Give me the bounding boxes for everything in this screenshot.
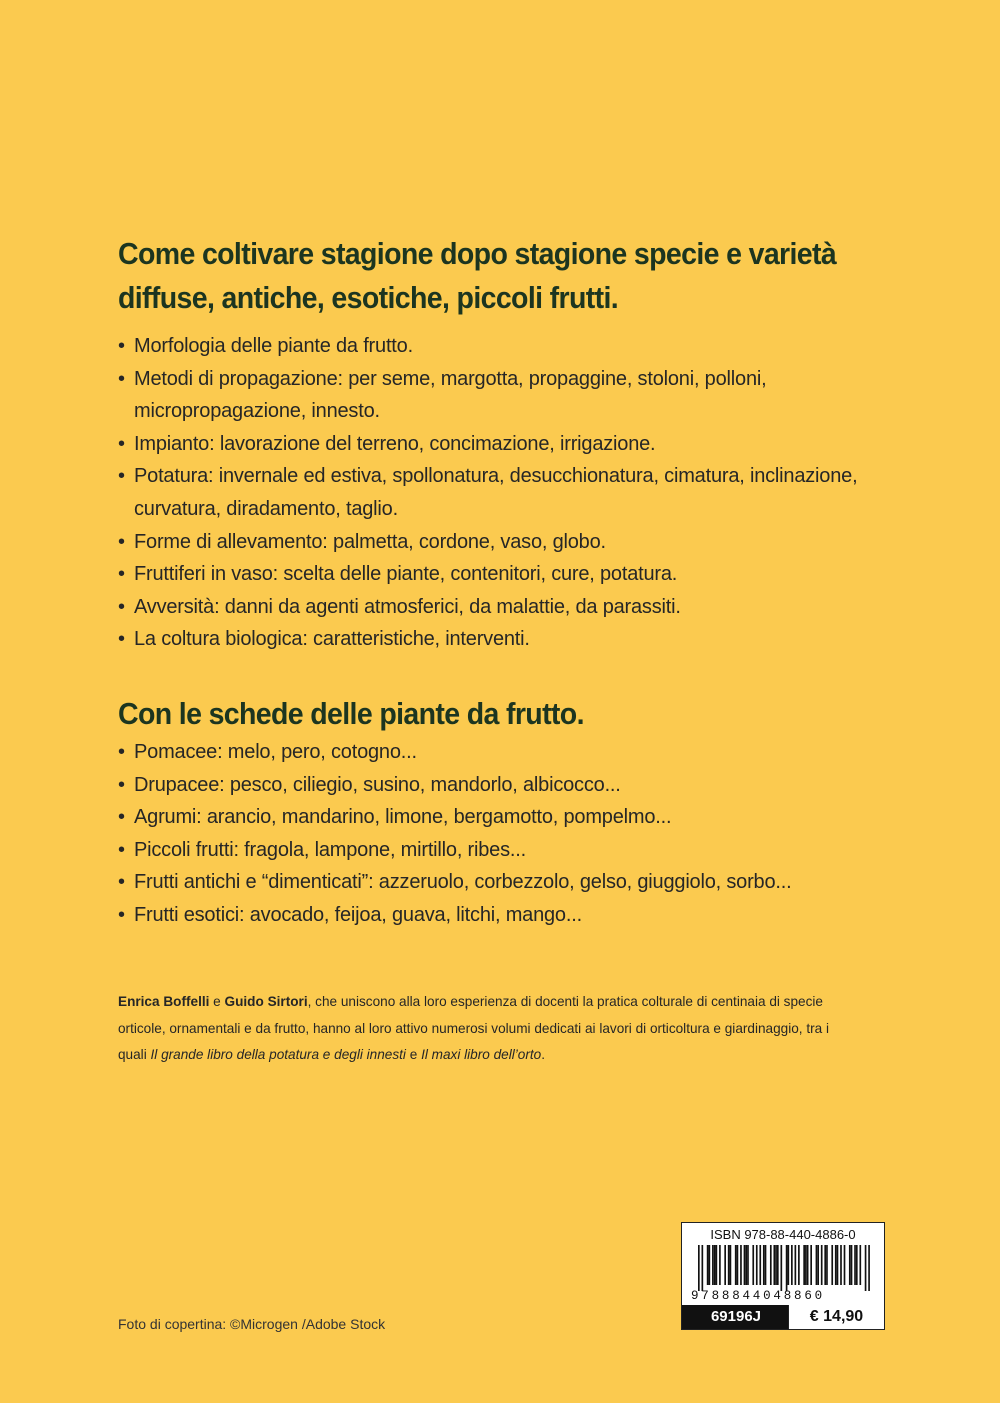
list-item: • Frutti esotici: avocado, feijoa, guava, litchi, mango... [118,899,878,932]
barcode-bar [868,1245,870,1291]
barcode-bar [747,1245,749,1285]
barcode-bar [817,1245,819,1285]
barcode-bar [737,1245,739,1285]
barcode-bar [803,1245,805,1285]
barcode-bar [780,1245,782,1291]
book-title: Il grande libro della potatura e degli innesti [150,1047,406,1062]
price-label: € 14,90 [788,1305,884,1329]
barcode-bar [728,1245,730,1285]
list-item: • Impianto: lavorazione del terreno, concimazione, irrigazione. [118,428,878,461]
list-item: • Morfologia delle piante da frutto. [118,330,878,363]
barcode-bar [807,1245,809,1285]
book-title: Il maxi libro dell’orto [421,1047,542,1062]
barcode-bar [698,1245,700,1291]
barcode-bar [805,1245,807,1285]
fruit-sheets-list [118,736,878,932]
main-heading: Come coltivare stagione dopo stagione specie e varietà diffuse, antiche, esotiche, piccoli frutti. [118,236,837,315]
barcode-bar [763,1245,765,1285]
barcode-bar [795,1245,797,1285]
author-bio [118,989,838,1069]
barcode-bar [756,1245,758,1285]
bio-text: , che uniscono alla loro esperienza di docenti la pratica colturale di centinaia di specie orticole, ornamentali e da frutto, hanno al loro attivo numerosi volumi dedicati ai lavori di orticoltura e giardinaggio, tra i quali [118,994,830,1062]
barcode-bar [810,1245,812,1285]
barcode-bar [824,1245,826,1285]
barcode-bar [752,1245,754,1285]
list-item: • Forme di allevamento: palmetta, cordone, vaso, globo. [118,526,878,559]
photo-credit: Foto di copertina: ©Microgen /Adobe Stock [118,1316,386,1332]
list-item: • Fruttiferi in vaso: scelta delle piante, contenitori, cure, potatura. [118,558,878,591]
barcode-bar [798,1245,800,1285]
barcode-icon [698,1245,870,1291]
barcode-bar [770,1245,772,1285]
barcode-bar [745,1245,747,1285]
secondary-heading: Con le schede delle piante da frutto. [118,696,584,731]
barcode-bar [773,1245,775,1285]
barcode-bar [859,1245,861,1285]
ean-digits: 9788844048860 [691,1289,825,1303]
barcode-bar [844,1245,846,1285]
barcode-bar [702,1245,704,1291]
product-code: 69196J [682,1305,790,1329]
barcode-bar [788,1245,790,1285]
barcode-bar [765,1245,767,1285]
author-name: Guido Sirtori [224,994,308,1009]
barcode-bar [707,1245,709,1285]
barcode-bar [831,1245,833,1285]
bio-text: e [405,1047,422,1062]
barcode-bar [759,1245,761,1285]
list-item: • La coltura biologica: caratteristiche, interventi. [118,623,878,656]
bio-text: e [209,994,225,1009]
isbn-label: ISBN 978-88-440-4886-0 [710,1227,856,1242]
barcode-bar [777,1245,779,1285]
topics-list [118,330,878,656]
barcode-bar [714,1245,716,1285]
barcode-bar [837,1245,839,1285]
barcode-bar [849,1245,851,1285]
barcode-bar [730,1245,732,1285]
barcode-bar [826,1245,828,1285]
list-item: • Avversità: danni da agenti atmosferici, da malattie, da parassiti. [118,591,878,624]
barcode-bar [724,1245,726,1285]
barcode-bar [851,1245,853,1285]
barcode-bar [744,1245,746,1285]
barcode-bar [716,1245,718,1285]
list-item: • Metodi di propagazione: per seme, margotta, propaggine, stoloni, polloni, micropropagazione, innesto. [118,363,878,428]
barcode-bar [835,1245,837,1285]
barcode-bar [854,1245,856,1285]
list-item: • Drupacee: pesco, ciliegio, susino, mandorlo, albicocco... [118,769,878,802]
barcode-bar [740,1245,742,1285]
barcode-bar [775,1245,777,1285]
barcode-bar [821,1245,823,1285]
barcode-bar [786,1245,788,1291]
barcode-bar [816,1245,818,1285]
barcode-bar [719,1245,721,1285]
author-name: Enrica Boffelli [118,994,210,1009]
barcode-bar [865,1245,867,1291]
list-item: • Piccoli frutti: fragola, lampone, mirtillo, ribes... [118,834,878,867]
barcode-bar [791,1245,793,1285]
list-item: • Frutti antichi e “dimenticati”: azzeruolo, corbezzolo, gelso, giuggiolo, sorbo... [118,866,878,899]
barcode-bar [712,1245,714,1285]
barcode-bar [735,1245,737,1285]
list-item: • Potatura: invernale ed estiva, spollonatura, desucchionatura, cimatura, inclinazione, curvatura, diradamento, taglio. [118,460,878,525]
list-item: • Pomacee: melo, pero, cotogno... [118,736,878,769]
list-item: • Agrumi: arancio, mandarino, limone, bergamotto, pompelmo... [118,801,878,834]
barcode-bar [856,1245,858,1285]
bio-text: . [541,1047,545,1062]
barcode-panel [681,1222,885,1330]
barcode-bar [709,1245,711,1285]
barcode-bar [840,1245,842,1285]
